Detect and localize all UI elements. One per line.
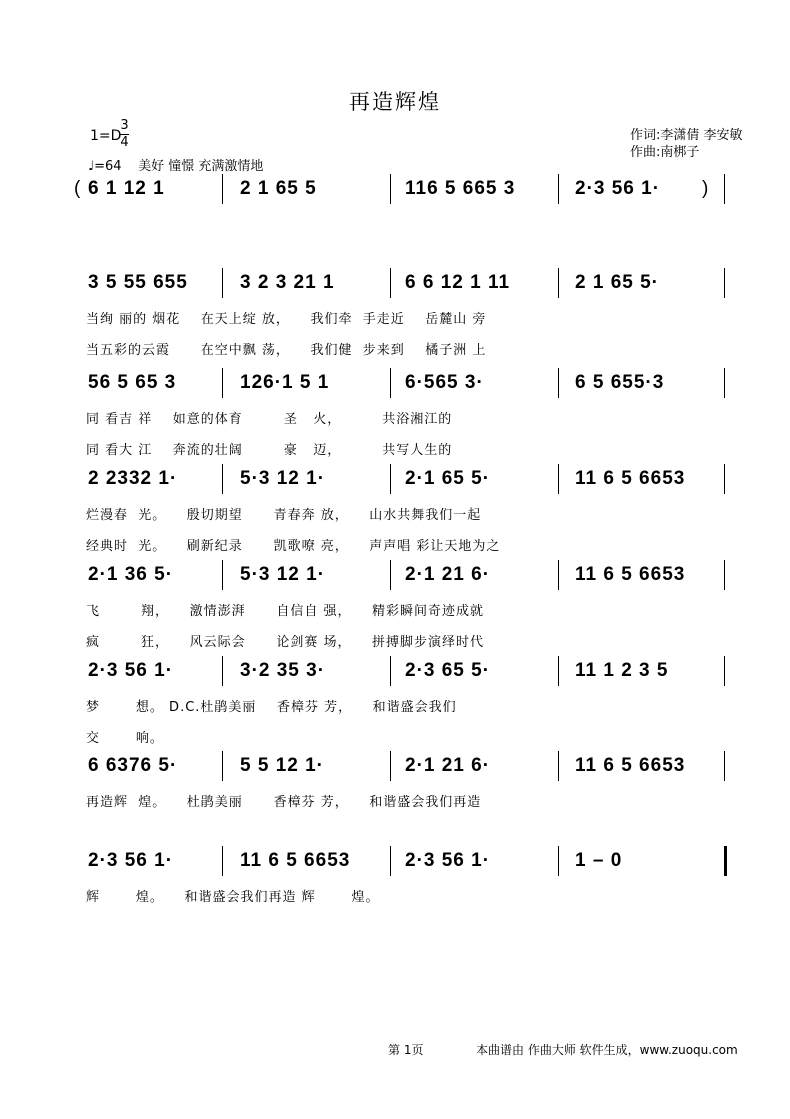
barline xyxy=(724,174,725,204)
lyrics-line: 梦 想。 D.C.杜鹃美丽 香樟芬 芳， 和谐盛会我们 xyxy=(86,700,457,715)
score-row xyxy=(0,850,790,940)
measure: 2·3 56 1· xyxy=(405,850,491,871)
tempo-marking xyxy=(88,155,263,174)
lyrics-line: 烂漫春 光。 殷切期望 青春奔 放， 山水共舞我们一起 xyxy=(86,508,482,523)
measure: 5 5 12 1· xyxy=(240,755,324,776)
time-signature-bottom: 4 xyxy=(120,135,129,150)
measure: 11 6 5 6653 xyxy=(575,468,686,489)
measure: 6·565 3· xyxy=(405,372,484,393)
score-row xyxy=(0,564,790,654)
barline xyxy=(724,846,727,876)
barline xyxy=(222,751,223,781)
lyrics-line: 交 响。 xyxy=(86,731,164,746)
barline xyxy=(390,464,391,494)
measure: 6 1 12 1 xyxy=(88,178,165,199)
barline xyxy=(222,174,223,204)
time-signature-top: 3 xyxy=(120,118,129,133)
barline xyxy=(222,656,223,686)
score-row xyxy=(0,660,790,750)
lyricist: 作词:李潇倩 李安敏 xyxy=(630,128,743,143)
lyrics-line: 当五彩的云霞 在空中飘 荡， 我们健 步来到 橘子洲 上 xyxy=(86,343,487,358)
lyrics-line: 同 看吉 祥 如意的体育 圣 火， 共浴湘江的 xyxy=(86,412,453,427)
barline xyxy=(724,656,725,686)
measure: 2 1 65 5 xyxy=(240,178,317,199)
intro-close-paren: ) xyxy=(702,178,710,199)
measure: 6 6 12 1 11 xyxy=(405,272,511,293)
measure: 2·3 56 1· xyxy=(88,660,174,681)
barline xyxy=(222,268,223,298)
tempo-value: ♩=64 xyxy=(88,159,122,174)
lyrics-line: 同 看大 江 奔流的壮阔 豪 迈， 共写人生的 xyxy=(86,443,453,458)
barline xyxy=(390,751,391,781)
barline xyxy=(222,560,223,590)
measure: 56 5 65 3 xyxy=(88,372,177,393)
measure: 2·1 65 5· xyxy=(405,468,491,489)
barline xyxy=(558,174,559,204)
song-title: 再造辉煌 xyxy=(349,90,441,114)
barline xyxy=(222,846,223,876)
measure: 2·1 36 5· xyxy=(88,564,174,585)
barline xyxy=(558,751,559,781)
measure: 2 1 65 5· xyxy=(575,272,659,293)
measure: 3 5 55 655 xyxy=(88,272,188,293)
measure: 11 6 5 6653 xyxy=(240,850,351,871)
measure: 1 – 0 xyxy=(575,850,623,871)
credits xyxy=(630,127,743,161)
barline xyxy=(558,656,559,686)
measure: 126·1 5 1 xyxy=(240,372,330,393)
barline xyxy=(390,368,391,398)
page-number: 第 1页 xyxy=(388,1043,424,1057)
lyrics-line: 当绚 丽的 烟花 在天上绽 放， 我们牵 手走近 岳麓山 旁 xyxy=(86,312,487,327)
barline xyxy=(390,268,391,298)
barline xyxy=(558,464,559,494)
measure: 2·3 56 1· xyxy=(88,850,174,871)
measure: 6 5 655·3 xyxy=(575,372,665,393)
composer: 作曲:南梆子 xyxy=(630,145,700,160)
lyrics-line: 经典时 光。 刷新纪录 凯歌嘹 亮， 声声唱 彩让天地为之 xyxy=(86,539,501,554)
key-signature: 1=D xyxy=(90,128,122,144)
measure: 5·3 12 1· xyxy=(240,468,326,489)
measure: 2·3 65 5· xyxy=(405,660,491,681)
intro-open-paren: ( xyxy=(74,178,82,199)
barline xyxy=(558,846,559,876)
lyrics-line: 辉 煌。 和谐盛会我们再造 辉 煌。 xyxy=(86,890,380,905)
measure: 11 1 2 3 5 xyxy=(575,660,669,681)
barline xyxy=(222,464,223,494)
measure: 3 2 3 21 1 xyxy=(240,272,335,293)
lyrics-line: 飞 翔， 激情澎湃 自信自 强， 精彩瞬间奇迹成就 xyxy=(86,604,485,619)
score-row xyxy=(0,178,790,268)
lyrics-line: 疯 狂， 风云际会 论剑赛 场， 拼搏脚步演绎时代 xyxy=(86,635,485,650)
barline xyxy=(724,751,725,781)
barline xyxy=(558,560,559,590)
barline xyxy=(724,464,725,494)
measure: 2 2332 1· xyxy=(88,468,178,489)
measure: 2·3 56 1· xyxy=(575,178,661,199)
measure: 116 5 665 3 xyxy=(405,178,516,199)
expression-marking: 美好 憧憬 充满激情地 xyxy=(138,159,264,174)
measure: 6 6376 5· xyxy=(88,755,178,776)
time-signature xyxy=(120,118,129,151)
measure: 11 6 5 6653 xyxy=(575,755,686,776)
barline xyxy=(390,560,391,590)
barline xyxy=(558,268,559,298)
barline xyxy=(222,368,223,398)
barline xyxy=(724,268,725,298)
lyrics-line: 再造辉 煌。 杜鹃美丽 香樟芬 芳， 和谐盛会我们再造 xyxy=(86,795,482,810)
barline xyxy=(724,560,725,590)
barline xyxy=(558,368,559,398)
measure: 2·1 21 6· xyxy=(405,564,491,585)
barline xyxy=(390,846,391,876)
barline xyxy=(390,174,391,204)
score-row xyxy=(0,468,790,558)
barline xyxy=(724,368,725,398)
score-row xyxy=(0,272,790,362)
footer-credit: 本曲谱由 作曲大师 软件生成，www.zuoqu.com xyxy=(476,1043,738,1057)
measure: 3·2 35 3· xyxy=(240,660,326,681)
measure: 11 6 5 6653 xyxy=(575,564,686,585)
score-row xyxy=(0,372,790,462)
measure: 2·1 21 6· xyxy=(405,755,491,776)
score-row xyxy=(0,755,790,845)
barline xyxy=(390,656,391,686)
measure: 5·3 12 1· xyxy=(240,564,326,585)
